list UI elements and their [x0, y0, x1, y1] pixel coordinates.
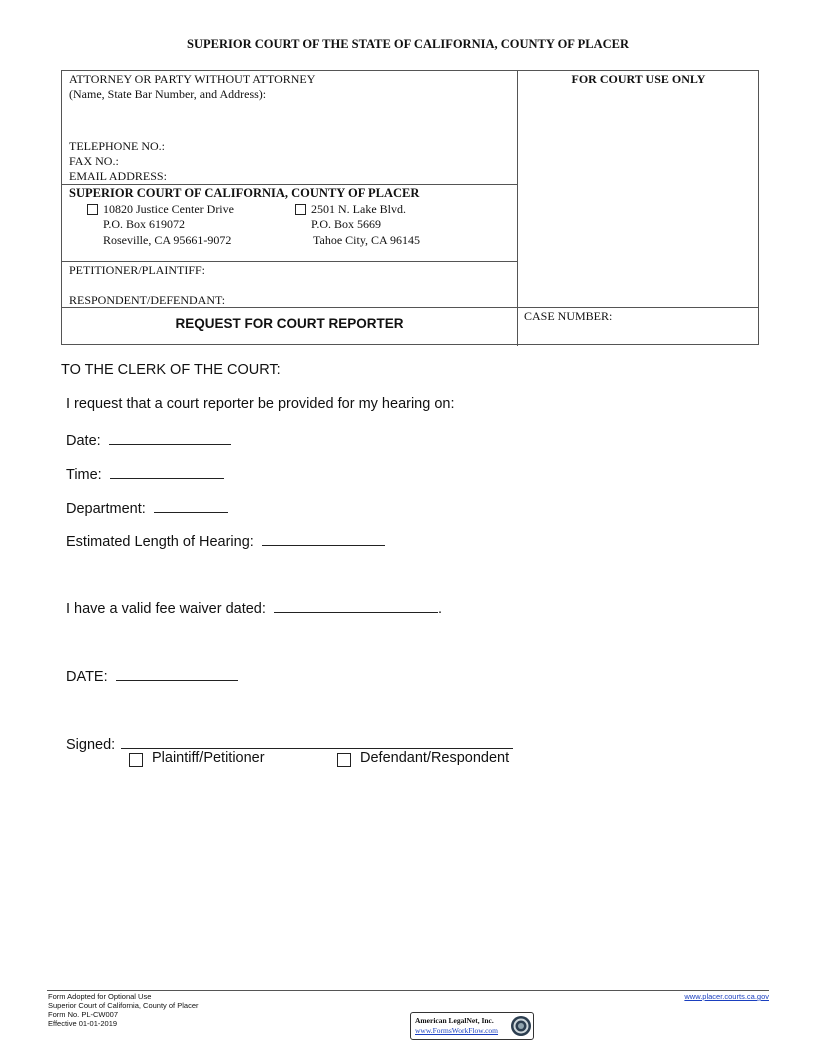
defendant-checkbox[interactable]: [337, 753, 351, 767]
footer-form-no: Form No. PL-CW007: [48, 1010, 119, 1019]
footer-court: Superior Court of California, County of Placer: [48, 1001, 199, 1010]
legalnet-globe-icon: [510, 1015, 532, 1037]
signed-date-field[interactable]: [116, 666, 238, 681]
hearing-time-field[interactable]: [110, 464, 224, 479]
signed-label: Signed:: [66, 737, 116, 753]
hearing-time-label: Time:: [66, 467, 102, 483]
department-field[interactable]: [154, 498, 228, 513]
legalnet-logo-url: www.FormsWorkFlow.com: [415, 1026, 499, 1035]
footer-rule: [47, 990, 769, 991]
attorney-label: ATTORNEY OR PARTY WITHOUT ATTORNEY: [69, 72, 316, 86]
court-name: SUPERIOR COURT OF CALIFORNIA, COUNTY OF PLACER: [69, 186, 420, 200]
divider-court: [62, 261, 517, 262]
divider-attorney: [62, 184, 517, 185]
footer-adopted: Form Adopted for Optional Use: [48, 992, 152, 1001]
request-text: I request that a court reporter be provided for my hearing on:: [66, 396, 455, 412]
footer-effective: Effective 01-01-2019: [48, 1019, 118, 1028]
defendant-option-label: Defendant/Respondent: [360, 750, 510, 766]
location-tahoe-checkbox[interactable]: [295, 204, 306, 215]
legalnet-logo-name: American LegalNet, Inc.: [415, 1016, 494, 1025]
fee-waiver-label: I have a valid fee waiver dated:: [66, 601, 266, 617]
fee-waiver-date-field[interactable]: [274, 598, 438, 613]
legalnet-logo: [410, 1012, 534, 1040]
location-roseville-line2: P.O. Box 619072: [103, 217, 186, 231]
department-label: Department:: [66, 501, 146, 517]
petitioner-label: PETITIONER/PLAINTIFF:: [69, 263, 205, 277]
salutation: TO THE CLERK OF THE COURT:: [61, 362, 281, 378]
attorney-sublabel: (Name, State Bar Number, and Address):: [69, 87, 267, 101]
fee-waiver-row: [66, 598, 442, 617]
location-tahoe-line3: Tahoe City, CA 96145: [313, 233, 421, 247]
signed-date-row: [66, 666, 238, 685]
email-label: EMAIL ADDRESS:: [69, 169, 167, 183]
length-row: [66, 531, 385, 550]
location-roseville-line1: 10820 Justice Center Drive: [103, 202, 234, 216]
signed-date-label: DATE:: [66, 669, 108, 685]
hearing-date-label: Date:: [66, 433, 101, 449]
caption-column-divider: [517, 71, 518, 346]
fax-label: FAX NO.:: [69, 154, 119, 168]
plaintiff-option-label: Plaintiff/Petitioner: [152, 750, 265, 766]
hearing-date-row: [66, 430, 231, 449]
fee-waiver-period: .: [437, 601, 442, 617]
respondent-label: RESPONDENT/DEFENDANT:: [69, 293, 226, 307]
hearing-date-field[interactable]: [109, 430, 231, 445]
department-row: [66, 498, 228, 517]
caption-box: [61, 70, 759, 345]
hearing-time-row: [66, 464, 224, 483]
length-label: Estimated Length of Hearing:: [66, 534, 254, 550]
plaintiff-checkbox[interactable]: [129, 753, 143, 767]
case-number-label: CASE NUMBER:: [524, 309, 613, 323]
signature-field[interactable]: [121, 734, 513, 749]
footer-url-link[interactable]: www.placer.courts.ca.gov: [684, 992, 769, 1001]
location-tahoe-line2: P.O. Box 5669: [311, 217, 382, 231]
court-header-title: SUPERIOR COURT OF THE STATE OF CALIFORNIA, COUNTY OF PLACER: [187, 37, 629, 51]
length-field[interactable]: [262, 531, 385, 546]
court-use-label: FOR COURT USE ONLY: [571, 72, 706, 86]
location-roseville-checkbox[interactable]: [87, 204, 98, 215]
location-tahoe-line1: 2501 N. Lake Blvd.: [311, 202, 406, 216]
telephone-label: TELEPHONE NO.:: [69, 139, 165, 153]
location-roseville-line3: Roseville, CA 95661-9072: [103, 233, 232, 247]
form-title: REQUEST FOR COURT REPORTER: [175, 316, 404, 331]
